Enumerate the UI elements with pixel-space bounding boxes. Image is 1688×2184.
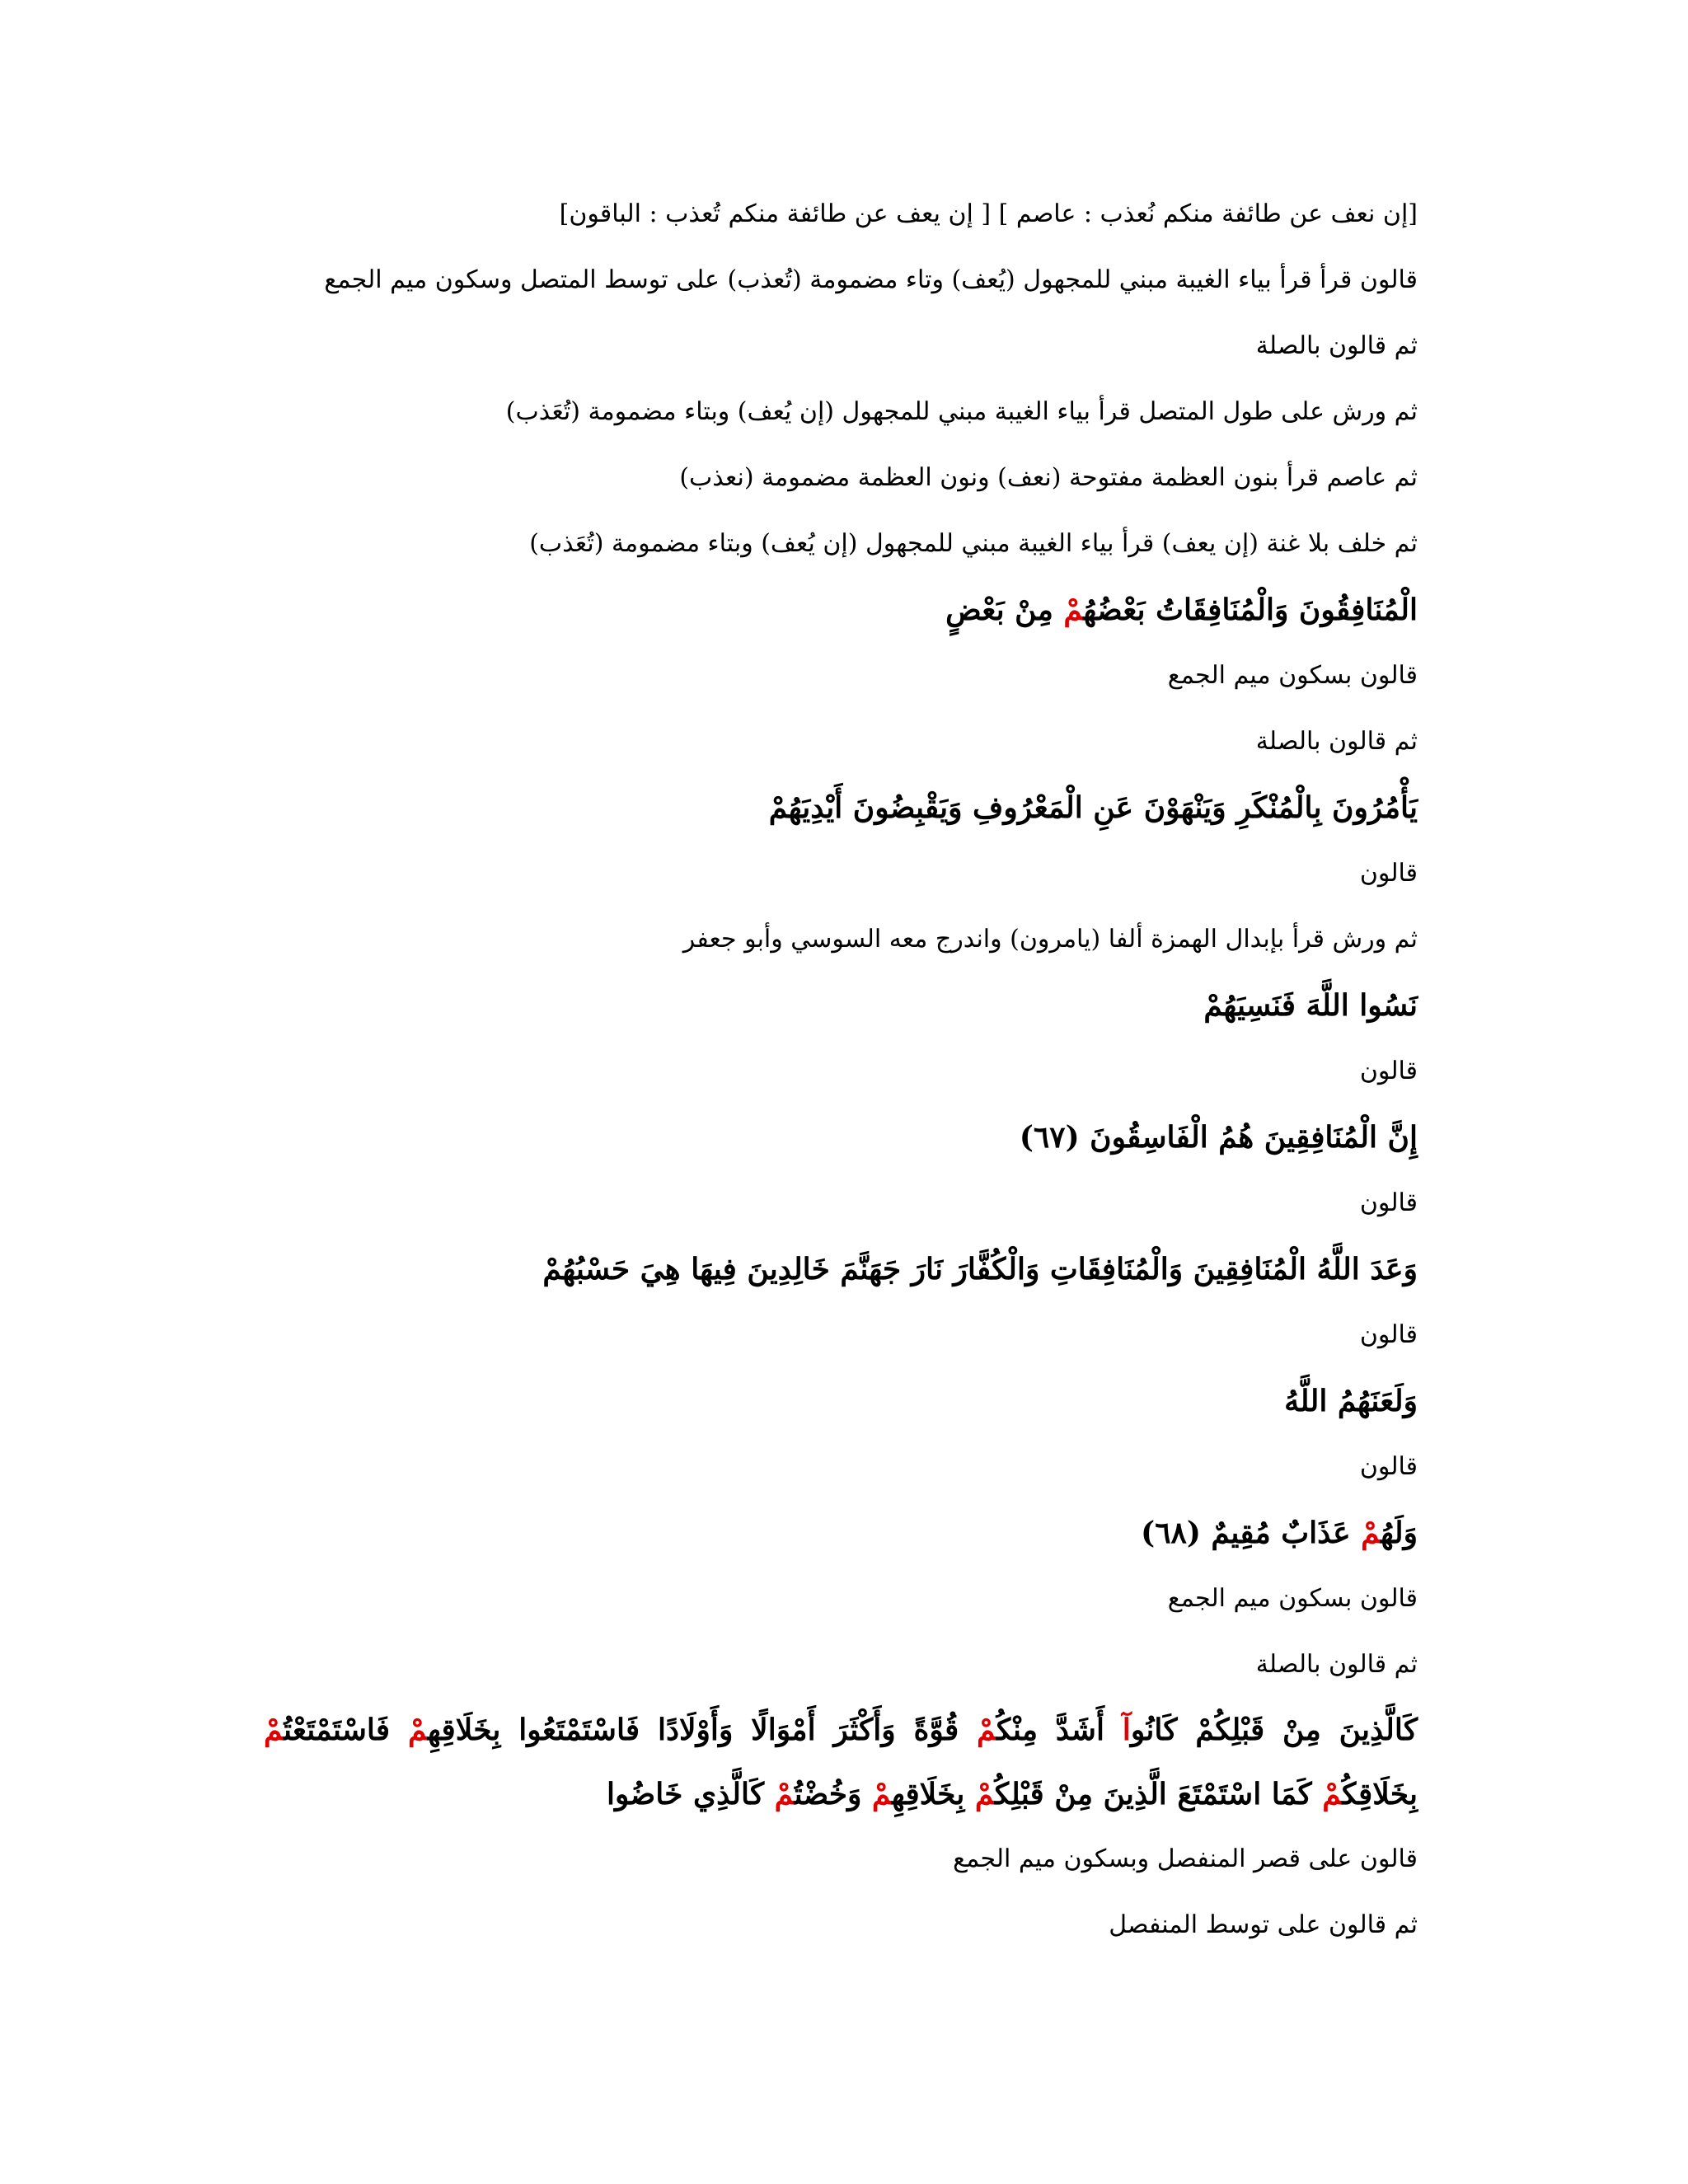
quran-verse <box>264 577 1418 643</box>
highlighted-segment: مْ <box>774 1777 795 1811</box>
reading-note: ثم قالون بالصلة <box>1255 331 1418 360</box>
verse-segment: وَلَهُ <box>1381 1516 1418 1550</box>
verse-segment: مِنْ بَعْضٍ <box>945 593 1064 627</box>
quran-verse <box>264 972 1418 1038</box>
highlighted-segment: مْ <box>1322 1777 1343 1811</box>
verse-segment: بِخَلَاقِكُ <box>1342 1777 1418 1811</box>
reading-note: قالون <box>1359 1188 1418 1217</box>
reading-note: [إن نعف عن طائفة منكم نُعذب : عاصم ] [ إن يعف عن طائفة منكم تُعذب : الباقون] <box>559 199 1418 228</box>
quran-verse <box>264 1236 1418 1302</box>
quran-verse <box>264 1500 1418 1566</box>
verse-segment: كَالَّذِي خَاضُوا <box>607 1777 775 1811</box>
reading-note: قالون على قصر المنفصل وبسكون ميم الجمع <box>953 1844 1418 1873</box>
reading-note: ثم قالون بالصلة <box>1255 727 1418 756</box>
reading-note: ثم ورش قرأ بإبدال الهمزة ألفا (يامرون) واندرج معه السوسي وأبو جعفر <box>682 925 1418 954</box>
reading-note: قالون <box>1359 1452 1418 1481</box>
highlighted-segment: مْ <box>977 1713 997 1747</box>
verse-segment: كَالَّذِينَ مِنْ قَبْلِكُمْ كَانُو <box>1130 1713 1418 1747</box>
reading-note: ثم ورش على طول المتصل قرأ بياء الغيبة مبني للمجهول (إن يُعف) وبتاء مضمومة (تُعَذب) <box>505 397 1418 426</box>
quran-verse <box>264 775 1418 841</box>
verse-segment: فَاسْتَمْتَعْتُ <box>283 1713 408 1747</box>
reading-note: قالون قرأ قرأ بياء الغيبة مبني للمجهول (يُعف) وتاء مضمومة (تُعذب) على توسط المتصل وسكون ميم الجمع <box>324 265 1418 294</box>
highlighted-segment: مْ <box>1063 593 1084 627</box>
highlighted-segment: مْ <box>1361 1516 1381 1550</box>
verse-segment: وَعَدَ اللَّهُ الْمُنَافِقِينَ وَالْمُنَافِقَاتِ وَالْكُفَّارَ نَارَ جَهَنَّمَ خَالِدِينَ فِيهَا هِيَ حَسْبُهُمْ <box>542 1252 1418 1286</box>
verse-segment: وَلَعَنَهُمُ اللَّهُ <box>1284 1384 1418 1418</box>
reading-note: ثم قالون بالصلة <box>1255 1650 1418 1679</box>
reading-note: قالون بسكون ميم الجمع <box>1167 1584 1418 1613</box>
quran-verse <box>264 1698 1418 1826</box>
verse-segment: عَذَابٌ مُقِيمٌ (٦٨) <box>1141 1516 1362 1550</box>
reading-note: قالون <box>1359 1057 1418 1085</box>
verse-segment: إِنَّ الْمُنَافِقِينَ هُمُ الْفَاسِقُونَ (٦٧) <box>1019 1120 1418 1155</box>
reading-note: قالون بسكون ميم الجمع <box>1167 661 1418 690</box>
highlighted-segment: مْ <box>264 1713 284 1747</box>
quran-verse <box>264 1104 1418 1170</box>
quran-verse <box>264 1368 1418 1434</box>
verse-segment: وَخُضْتُ <box>794 1777 872 1811</box>
verse-segment: قُوَّةً وَأَكْثَرَ أَمْوَالًا وَأَوْلَادًا فَاسْتَمْتَعُوا بِخَلَاقِهِ <box>427 1713 978 1747</box>
reading-note: قالون <box>1359 1320 1418 1349</box>
verse-segment: يَأْمُرُونَ بِالْمُنْكَرِ وَيَنْهَوْنَ عَنِ الْمَعْرُوفِ وَيَقْبِضُونَ أَيْدِيَهُمْ <box>768 790 1418 825</box>
verse-segment: أَشَدَّ مِنْكُ <box>996 1713 1123 1747</box>
reading-note: قالون <box>1359 859 1418 888</box>
reading-note: ثم خلف بلا غنة (إن يعف) قرأ بياء الغيبة مبني للمجهول (إن يُعف) وبتاء مضمومة (تُعَذب) <box>529 529 1418 558</box>
reading-note: ثم قالون على توسط المنفصل <box>1109 1910 1418 1939</box>
reading-note: ثم عاصم قرأ بنون العظمة مفتوحة (نعف) ونون العظمة مضمومة (نعذب) <box>679 463 1418 492</box>
verse-segment: بِخَلَاقِهِ <box>891 1777 975 1811</box>
document-page <box>264 181 1418 1958</box>
highlighted-segment: آ <box>1122 1713 1131 1747</box>
verse-segment: نَسُوا اللَّهَ فَنَسِيَهُمْ <box>1203 988 1418 1023</box>
highlighted-segment: مْ <box>407 1713 428 1747</box>
verse-segment: كَمَا اسْتَمْتَعَ الَّذِينَ مِنْ قَبْلِكُ <box>994 1777 1323 1811</box>
verse-segment: الْمُنَافِقُونَ وَالْمُنَافِقَاتُ بَعْضُهُ <box>1083 593 1418 627</box>
highlighted-segment: مْ <box>974 1777 995 1811</box>
highlighted-segment: مْ <box>871 1777 892 1811</box>
